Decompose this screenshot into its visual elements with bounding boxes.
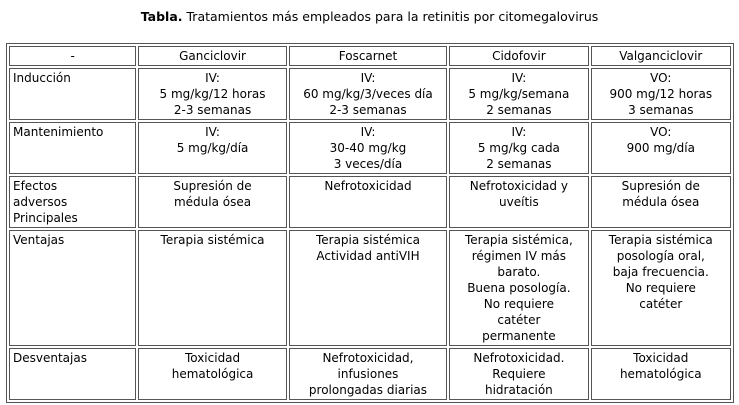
- cell-line: infusiones: [337, 367, 399, 381]
- row-desventajas: [9, 348, 731, 400]
- cell-line: Terapia sistémica,: [464, 233, 573, 247]
- cell-line: IV:: [511, 71, 527, 85]
- cell-line: No requiere: [625, 281, 696, 295]
- cell-line: prolongadas diarias: [308, 383, 428, 397]
- cell-line: catéter: [639, 297, 683, 311]
- row-label: [9, 176, 136, 228]
- cell-ganciclovir: [138, 230, 286, 346]
- row-label: [9, 348, 136, 400]
- cell-line: 3 veces/día: [333, 157, 403, 171]
- treatment-table: [6, 43, 734, 403]
- cell-foscarnet: [289, 122, 447, 174]
- cell-line: Nefrotoxicidad.: [473, 351, 565, 365]
- cell-foscarnet: [289, 348, 447, 400]
- cell-line: 2 semanas: [486, 103, 552, 117]
- cell-cidofovir: [449, 68, 588, 120]
- cell-line: IV:: [205, 71, 220, 85]
- cell-line: 5 mg/kg/día: [176, 141, 249, 155]
- cell-line: Toxicidad: [633, 351, 689, 365]
- cell-valganciclovir: [591, 176, 731, 228]
- cell-line: régimen IV más: [471, 249, 567, 263]
- cell-valganciclovir: [591, 68, 731, 120]
- cell-cidofovir: [449, 122, 588, 174]
- row-label-line: Inducción: [13, 71, 71, 85]
- cell-valganciclovir: [591, 348, 731, 400]
- header-cell-valganciclovir: Valganciclovir: [591, 46, 731, 66]
- cell-cidofovir: [449, 230, 588, 346]
- cell-line: Actividad antiVIH: [316, 249, 420, 263]
- cell-line: Terapia sistémica: [160, 233, 265, 247]
- row-label-line: Desventajas: [13, 351, 87, 365]
- cell-valganciclovir: [591, 122, 731, 174]
- row-label-line: Ventajas: [13, 233, 65, 247]
- cell-line: médula ósea: [622, 195, 700, 209]
- row-label: [9, 68, 136, 120]
- header-cell-ganciclovir: Ganciclovir: [138, 46, 286, 66]
- cell-line: 3 semanas: [628, 103, 694, 117]
- cell-line: Nefrotoxicidad: [324, 179, 412, 193]
- cell-line: IV:: [205, 125, 220, 139]
- cell-line: uveítis: [499, 195, 539, 209]
- cell-foscarnet: [289, 176, 447, 228]
- cell-line: No requiere: [483, 297, 554, 311]
- cell-line: IV:: [360, 125, 376, 139]
- table-caption: [0, 9, 739, 25]
- cell-foscarnet: [289, 68, 447, 120]
- row-label-line: adversos: [13, 195, 68, 209]
- cell-valganciclovir: [591, 230, 731, 346]
- row-label: [9, 230, 136, 346]
- row-label: [9, 122, 136, 174]
- cell-ganciclovir: [138, 348, 286, 400]
- cell-line: 30-40 mg/kg: [329, 141, 407, 155]
- cell-foscarnet: [289, 230, 447, 346]
- cell-line: 5 mg/kg cada: [477, 141, 560, 155]
- cell-line: IV:: [360, 71, 376, 85]
- cell-line: 2 semanas: [486, 157, 552, 171]
- cell-line: Nefrotoxicidad,: [322, 351, 414, 365]
- caption-text: Tratamientos más empleados para la retinitis por citomegalovirus: [182, 9, 599, 24]
- row-label-line: Principales: [13, 211, 78, 225]
- cell-line: 5 mg/kg/semana: [468, 87, 570, 101]
- cell-line: posología oral,: [616, 249, 705, 263]
- cell-line: médula ósea: [173, 195, 252, 209]
- cell-line: VO:: [650, 71, 672, 85]
- cell-line: catéter: [497, 313, 541, 327]
- header-cell-dash: -: [9, 46, 136, 66]
- cell-line: IV:: [511, 125, 527, 139]
- cell-cidofovir: [449, 176, 588, 228]
- row-label-line: Mantenimiento: [13, 125, 104, 139]
- cell-line: 60 mg/kg/3/veces día: [303, 87, 433, 101]
- cell-line: 900 mg/día: [626, 141, 695, 155]
- cell-ganciclovir: [138, 68, 286, 120]
- cell-line: baja frecuencia.: [612, 265, 709, 279]
- header-cell-cidofovir: Cidofovir: [449, 46, 588, 66]
- cell-line: 5 mg/kg/12 horas: [159, 87, 266, 101]
- cell-line: permanente: [482, 329, 556, 343]
- header-row: [9, 46, 731, 66]
- row-efectos-adversos: [9, 176, 731, 228]
- cell-line: Supresión de: [621, 179, 700, 193]
- cell-line: 900 mg/12 horas: [609, 87, 713, 101]
- cell-line: VO:: [650, 125, 672, 139]
- cell-line: hematológica: [619, 367, 702, 381]
- caption-bold: Tabla.: [140, 9, 183, 24]
- header-cell-foscarnet: Foscarnet: [289, 46, 447, 66]
- cell-line: Requiere: [492, 367, 546, 381]
- row-mantenimiento: [9, 122, 731, 174]
- cell-ganciclovir: [138, 122, 286, 174]
- cell-cidofovir: [449, 348, 588, 400]
- cell-line: Supresión de: [173, 179, 252, 193]
- cell-line: hidratación: [484, 383, 553, 397]
- row-induccion: [9, 68, 731, 120]
- cell-line: hematológica: [171, 367, 254, 381]
- cell-line: Terapia sistémica: [608, 233, 713, 247]
- cell-line: 2-3 semanas: [329, 103, 407, 117]
- cell-ganciclovir: [138, 176, 286, 228]
- cell-line: barato.: [497, 265, 541, 279]
- row-label-line: Efectos: [13, 179, 58, 193]
- cell-line: Toxicidad: [184, 351, 241, 365]
- cell-line: 2-3 semanas: [173, 103, 252, 117]
- cell-line: Buena posología.: [467, 281, 571, 295]
- cell-line: Nefrotoxicidad y: [469, 179, 568, 193]
- cell-line: Terapia sistémica: [315, 233, 420, 247]
- row-ventajas: [9, 230, 731, 346]
